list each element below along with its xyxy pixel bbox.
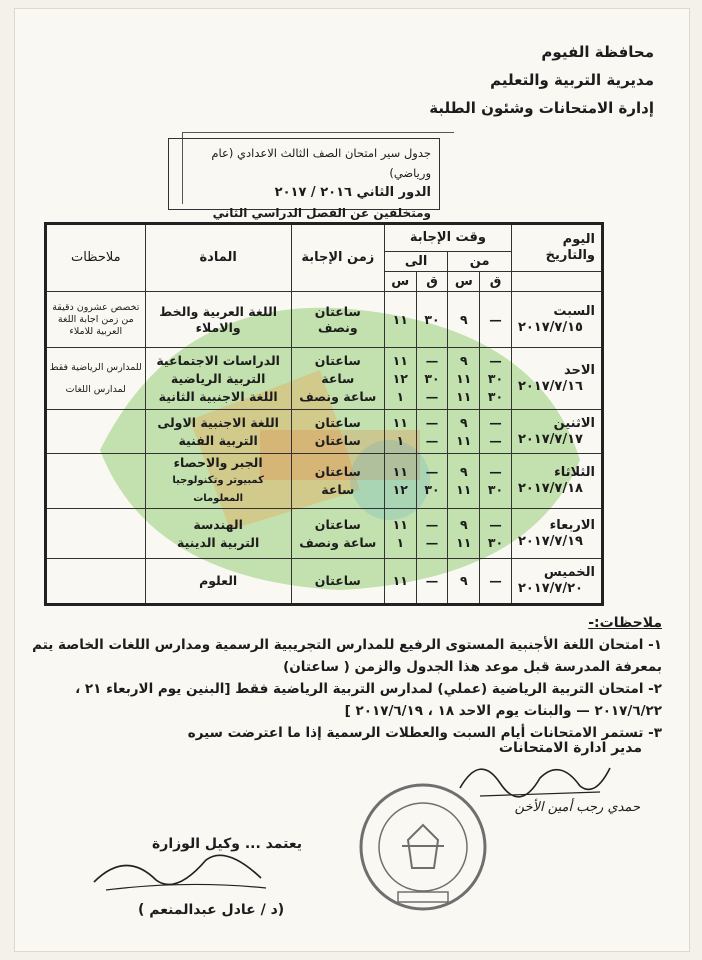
to-q-2: ٣٠ (424, 370, 440, 386)
approval-line: يعتمد ... وكيل الوزارة (152, 836, 302, 852)
from-s-2: ١١ (456, 482, 472, 497)
duration (291, 454, 384, 509)
day-cell (511, 348, 602, 410)
day-name: الخميس (543, 565, 595, 580)
to-q (416, 410, 448, 454)
schedule-title-box (168, 138, 440, 220)
duration: ساعتان (291, 559, 384, 605)
day-date: ٢٠١٧/٧/١٩ (517, 533, 583, 549)
day-cell (511, 509, 602, 559)
from-s: ٩ (448, 292, 480, 348)
to-s-2: ١٢ (392, 482, 408, 497)
to-s: ١١ (384, 559, 416, 605)
director-title: مدير ادارة الامتحانات (498, 740, 642, 756)
day-date: ٢٠١٧/٧/١٨ (517, 481, 583, 496)
schedule-title-line1: جدول سير امتحان الصف الثالث الاعدادي (عام ورياضي) (211, 146, 431, 180)
to-q (416, 348, 448, 410)
from-s-2: ١١ (456, 432, 472, 448)
header-to: الى (384, 252, 448, 272)
notes-section (22, 612, 662, 744)
to-q (416, 454, 448, 509)
to-q-2: — (425, 432, 439, 448)
from-s-1: ٩ (459, 516, 468, 532)
from-q-1: — (489, 516, 502, 532)
duration-1: ساعتان (314, 352, 361, 368)
table-row (46, 292, 603, 348)
note (46, 559, 146, 605)
official-stamp-icon (356, 780, 490, 914)
to-s-1: ١١ (392, 352, 408, 368)
duration-3: ساعة ونصف (299, 388, 377, 404)
to-q: — (416, 559, 448, 605)
from-q (480, 410, 512, 454)
subject-1: الدراسات الاجتماعية (156, 352, 280, 368)
subject (145, 348, 291, 410)
to-s-2: ١ (396, 534, 405, 550)
day-name: الاربعاء (549, 517, 595, 533)
schedule-title-line3: ومتخلفين عن الفصل الدراسي الثاني (212, 206, 431, 220)
subject: اللغة العربية والخط والاملاء (145, 292, 291, 348)
duration (291, 410, 384, 454)
to-s (384, 410, 416, 454)
day-name: الاثنين (553, 415, 595, 431)
from-q-2: — (489, 432, 502, 448)
header-answer-time: وقت الإجابة (384, 224, 511, 252)
from-q (480, 509, 512, 559)
note-2: ٢- امتحان التربية الرياضية (عملي) لمدارس التربية الرياضية فقط [البنين يوم الاربعاء ٢١ ، ٢٠١٧/٦/٢٢ — والبنات يوم الاحد ١٨ ، ٢٠١٧/٦/١٩ ] (75, 681, 662, 719)
note (46, 454, 146, 509)
day-name: الثلاثاء (554, 465, 595, 480)
from-s-1: ٩ (459, 352, 468, 368)
to-q: ٣٠ (416, 292, 448, 348)
from-q (480, 454, 512, 509)
day-cell (511, 454, 602, 509)
to-q-1: — (425, 464, 439, 479)
subject-2: التربية الدينية (177, 534, 260, 550)
from-q-2: ٣٠ (487, 534, 504, 550)
to-q-2: — (425, 534, 439, 550)
day-date: ٢٠١٧/٧/١٦ (517, 378, 583, 394)
to-s-1: ١١ (392, 464, 408, 479)
table-row (46, 509, 603, 559)
header-to-q: ق (416, 272, 448, 292)
to-q-1: — (425, 352, 439, 368)
subject-1: الجبر والاحصاء (173, 455, 263, 470)
subject-1: اللغة الاجنبية الاولى (157, 414, 279, 430)
table-row (46, 454, 603, 509)
note-1: للمدارس الرياضية فقط (49, 361, 142, 373)
schedule-title-line2: الدور الثاني ٢٠١٦ / ٢٠١٧ (274, 185, 431, 200)
day-date: ٢٠١٧/٧/١٥ (517, 319, 583, 335)
table-row (46, 348, 603, 410)
header-day-date: اليوم والتاريخ (511, 224, 602, 272)
note-1: ١- امتحان اللغة الأجنبية المستوى الرفيع للمدارس التجريبية الرسمية ومدارس اللغات الخاصة يتم بمعرفة المدرسة قبل موعد هذا الجدول والزمن ( ساعتان) (32, 637, 662, 675)
from-q: — (480, 559, 512, 605)
day-name: الاحد (563, 362, 595, 378)
duration-2: ساعة (321, 482, 355, 497)
header-day-blank (511, 272, 602, 292)
to-s-3: ١ (396, 388, 405, 404)
department-title: إدارة الامتحانات وشئون الطلبة (429, 99, 654, 117)
note (46, 348, 146, 410)
from-q-1: — (489, 464, 502, 479)
to-s-1: ١١ (392, 516, 408, 532)
day-date: ٢٠١٧/٧/١٧ (517, 431, 583, 447)
header-notes: ملاحظات (46, 224, 146, 292)
from-s (448, 454, 480, 509)
header-to-s: س (384, 272, 416, 292)
from-s (448, 348, 480, 410)
directorate-title: مديرية التربية والتعليم (490, 71, 654, 89)
day-date: ٢٠١٧/٧/٢٠ (517, 581, 583, 596)
deputy-signature-icon (86, 840, 276, 900)
from-s-2: ١١ (456, 534, 472, 550)
day-cell (511, 292, 602, 348)
header-from-q: ق (480, 272, 512, 292)
note (46, 509, 146, 559)
note (46, 410, 146, 454)
governorate-title: محافظة الفيوم (541, 43, 654, 61)
to-s-2: ١ (396, 432, 405, 448)
from-q-2: ٣٠ (487, 482, 504, 497)
from-s-3: ١١ (456, 388, 472, 404)
duration-1: ساعتان (314, 464, 361, 479)
day-cell (511, 559, 602, 605)
note-2: لمدارس اللغات (65, 383, 126, 395)
notes-label: ملاحظات:- (588, 615, 662, 631)
to-q-1: — (425, 414, 439, 430)
from-s (448, 410, 480, 454)
day-name: السبت (553, 303, 595, 319)
duration-1: ساعتان (314, 414, 361, 430)
day-cell (511, 410, 602, 454)
to-q-2: ٣٠ (424, 482, 440, 497)
duration-1: ساعتان (314, 516, 361, 532)
note: تخصص عشرون دقيقة من زمن اجابة اللغة العربية للاملاء (46, 292, 146, 348)
from-s-1: ٩ (459, 414, 468, 430)
to-s-2: ١٢ (392, 370, 408, 386)
ministry-header (429, 38, 654, 122)
duration-2: ساعتان (314, 432, 361, 448)
table-row (46, 559, 603, 605)
header-duration: زمن الإجابة (291, 224, 384, 292)
from-q-2: ٣٠ (487, 370, 504, 386)
to-q (416, 509, 448, 559)
duration-2: ساعة ونصف (299, 534, 377, 550)
duration (291, 509, 384, 559)
from-q-1: — (489, 352, 502, 368)
from-q (480, 348, 512, 410)
subject-2: كمبيوتر وتكنولوجيا المعلومات (172, 475, 264, 504)
subject-2: التربية الفنية (178, 432, 258, 448)
from-s-2: ١١ (456, 370, 472, 386)
to-s (384, 454, 416, 509)
exam-schedule-table (44, 222, 604, 606)
to-s-1: ١١ (392, 414, 408, 430)
from-q-1: — (489, 414, 502, 430)
duration: ساعتان ونصف (291, 292, 384, 348)
note-3: ٣- تستمر الامتحانات أيام السبت والعطلات الرسمية إذا ما اعترضت سيره (187, 725, 662, 741)
from-s-1: ٩ (459, 464, 468, 479)
subject-2: التربية الرياضية (170, 370, 266, 386)
to-s: ١١ (384, 292, 416, 348)
from-q-3: ٣٠ (487, 388, 504, 404)
subject-3: اللغة الاجنبية الثانية (158, 388, 278, 404)
header-subject: المادة (145, 224, 291, 292)
to-q-1: — (425, 516, 439, 532)
from-s (448, 509, 480, 559)
subject (145, 410, 291, 454)
to-q-3: — (425, 388, 439, 404)
duration-2: ساعة (321, 370, 355, 386)
to-s (384, 348, 416, 410)
deputy-name: (د / عادل عبدالمنعم ) (138, 902, 285, 918)
to-s (384, 509, 416, 559)
from-q: — (480, 292, 512, 348)
from-s: ٩ (448, 559, 480, 605)
subject (145, 454, 291, 509)
director-name: حمدي رجب أمين الأخن (514, 800, 640, 815)
header-from-s: س (448, 272, 480, 292)
subject (145, 509, 291, 559)
header-from: من (448, 252, 512, 272)
subject: العلوم (145, 559, 291, 605)
subject-1: الهندسة (193, 516, 243, 532)
table-row (46, 410, 603, 454)
duration (291, 348, 384, 410)
